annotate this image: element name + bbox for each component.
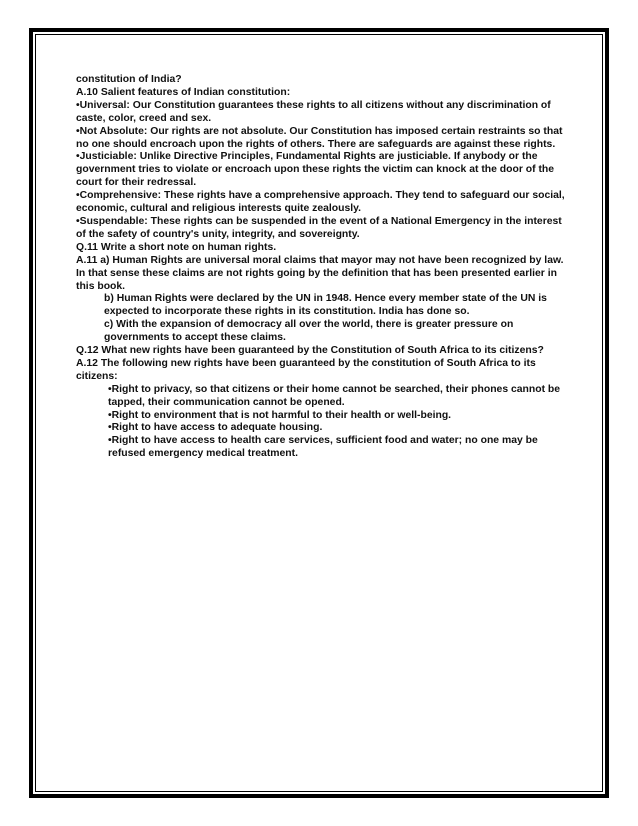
answer-paragraph-indented: c) With the expansion of democracy all over the world, there is greater pressure on governments to accept these claims. <box>104 319 514 344</box>
question-heading: Q.11 Write a short note on human rights. <box>76 241 277 253</box>
list-item-continuation: tapped, their communication cannot be opened. <box>108 396 345 408</box>
text-line: constitution of India? <box>76 74 182 85</box>
answer-paragraph: A.12 The following new rights have been guaranteed by the constitution of South Africa to its citizens: <box>76 357 536 382</box>
answer-paragraph-indented: b) Human Rights were declared by the UN in 1948. Hence every member state of the UN is expected to incorporate these rights in its constitution. India has done so. <box>104 293 547 318</box>
answer-heading: A.10 Salient features of Indian constitution: <box>76 86 291 98</box>
bullet-paragraph: •Comprehensive: These rights have a comprehensive approach. They tend to safeguard our social, economic, cultural and religious interests quite zealously. <box>76 190 565 215</box>
rights-list <box>76 384 568 461</box>
answer-paragraph: A.11 a) Human Rights are universal moral claims that mayor may not have been recognized by law. In that sense these claims are not rights going by the definition that has been presented earlier in this book. <box>76 254 564 292</box>
list-item: •Right to privacy, so that citizens or their home cannot be searched, their phones cannot be <box>108 383 561 395</box>
bullet-paragraph: •Not Absolute: Our rights are not absolute. Our Constitution has imposed certain restraints so that no one should encroach upon the rights of others. There are safeguards are against these rights. <box>76 125 563 150</box>
bullet-paragraph: •Suspendable: These rights can be suspended in the event of a National Emergency in the interest of the safety of country's unity, integrity, and sovereignty. <box>76 215 562 240</box>
list-item: •Right to have access to adequate housing. <box>108 422 323 434</box>
document-body <box>76 74 568 461</box>
list-item: •Right to have access to health care services, sufficient food and water; no one may be refused emergency medical treatment. <box>108 435 538 460</box>
bullet-paragraph: •Justiciable: Unlike Directive Principles, Fundamental Rights are justiciable. If anybody or the government tries to violate or encroach upon these rights the victim can knock at the door of the court for their redressal. <box>76 151 555 189</box>
list-item: •Right to environment that is not harmful to their health or well-being. <box>108 409 452 421</box>
question-heading: Q.12 What new rights have been guaranteed by the Constitution of South Africa to its citizens? <box>76 345 544 357</box>
bullet-paragraph: •Universal: Our Constitution guarantees these rights to all citizens without any discrimination of caste, color, creed and sex. <box>76 99 551 124</box>
